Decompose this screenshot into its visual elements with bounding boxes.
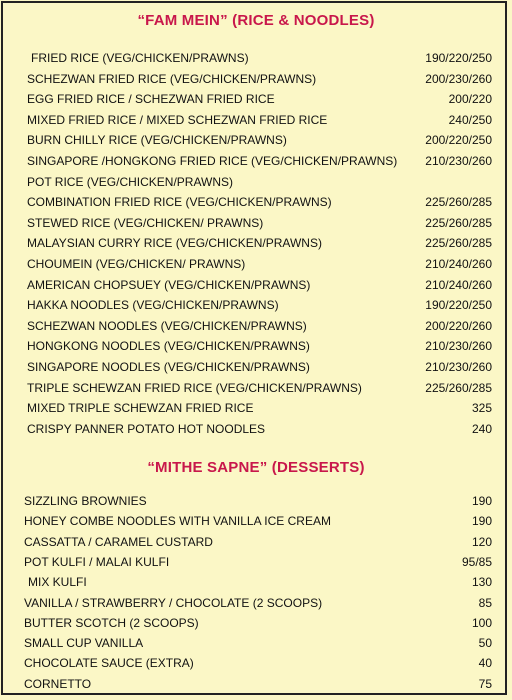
menu-item-price: 225/260/285 bbox=[425, 215, 492, 230]
menu-item-price: 225/260/285 bbox=[425, 236, 492, 251]
menu-item-name: SIZZLING BROWNIES bbox=[24, 494, 147, 508]
menu-item-price: 210/230/260 bbox=[425, 360, 492, 374]
menu-item-name: BURN CHILLY RICE (VEG/CHICKEN/PRAWNS) bbox=[27, 133, 287, 148]
menu-item bbox=[0, 254, 512, 274]
menu-item-price: 210/240/260 bbox=[425, 257, 492, 271]
menu-item bbox=[0, 316, 512, 336]
menu-item bbox=[0, 151, 512, 171]
menu-item bbox=[0, 130, 512, 150]
menu-item-name: CHOCOLATE SAUCE (EXTRA) bbox=[24, 656, 194, 671]
menu-item-name: HAKKA NOODLES (VEG/CHICKEN/PRAWNS) bbox=[27, 298, 279, 313]
menu-item-price: 190/220/250 bbox=[425, 51, 492, 65]
menu-item-price: 190 bbox=[471, 514, 492, 529]
menu-item-price: 240/250 bbox=[448, 112, 492, 127]
menu-item bbox=[0, 69, 512, 89]
menu-item-price: 200/220/260 bbox=[425, 318, 492, 333]
menu-item-name: VANILLA / STRAWBERRY / CHOCOLATE (2 SCOOPS) bbox=[24, 595, 323, 610]
menu-item bbox=[0, 213, 512, 233]
menu-item-name: CRISPY PANNER POTATO HOT NOODLES bbox=[27, 421, 266, 436]
menu-item bbox=[0, 653, 512, 673]
menu-item bbox=[0, 192, 512, 212]
menu-item-price: 85 bbox=[478, 595, 492, 610]
menu-item bbox=[0, 593, 512, 613]
menu-item bbox=[0, 295, 512, 315]
menu-item-price: 120 bbox=[471, 534, 492, 549]
section-title-rice-noodles: “FAM MEIN” (RICE & NOODLES) bbox=[137, 12, 375, 29]
menu-item-name: HONGKONG NOODLES (VEG/CHICKEN/PRAWNS) bbox=[27, 339, 310, 354]
menu-item-name: SINGAPORE NOODLES (VEG/CHICKEN/PRAWNS) bbox=[27, 360, 310, 374]
menu-item-name: STEWED RICE (VEG/CHICKEN/ PRAWNS) bbox=[27, 215, 264, 230]
menu-item-price: 130 bbox=[471, 575, 492, 590]
menu-item bbox=[0, 633, 512, 653]
menu-item-name: SCHEZWAN NOODLES (VEG/CHICKEN/PRAWNS) bbox=[27, 318, 307, 333]
menu-item-name: POT RICE (VEG/CHICKEN/PRAWNS) bbox=[27, 174, 234, 189]
menu-item-name: MIXED FRIED RICE / MIXED SCHEZWAN FRIED RICE bbox=[27, 112, 328, 127]
menu-item bbox=[0, 336, 512, 356]
menu-item bbox=[0, 378, 512, 398]
menu-item-name: FRIED RICE (VEG/CHICKEN/PRAWNS) bbox=[31, 51, 249, 65]
menu-item-price: 210/230/260 bbox=[425, 154, 492, 168]
menu-item-name: SMALL CUP VANILLA bbox=[24, 636, 144, 651]
menu-item bbox=[0, 511, 512, 531]
menu-item-name: MALAYSIAN CURRY RICE (VEG/CHICKEN/PRAWNS) bbox=[27, 236, 322, 251]
menu-item bbox=[0, 172, 512, 192]
menu-item-price: 40 bbox=[478, 656, 492, 671]
menu-item-price: 50 bbox=[478, 636, 492, 651]
menu-item bbox=[0, 674, 512, 694]
menu-item-name: CASSATTA / CARAMEL CUSTARD bbox=[24, 534, 213, 549]
menu-item-price: 200/230/260 bbox=[425, 71, 492, 86]
menu-item bbox=[0, 491, 512, 511]
menu-item bbox=[0, 532, 512, 552]
menu-item-price: 190 bbox=[471, 494, 492, 508]
menu-item-name: COMBINATION FRIED RICE (VEG/CHICKEN/PRAWNS) bbox=[27, 195, 332, 210]
menu-item bbox=[0, 398, 512, 418]
menu-item-price: 190/220/250 bbox=[425, 298, 492, 313]
menu-item-name: SCHEZWAN FRIED RICE (VEG/CHICKEN/PRAWNS) bbox=[27, 71, 317, 86]
menu-item-price: 200/220 bbox=[448, 92, 492, 107]
menu-item-name: SINGAPORE /HONGKONG FRIED RICE (VEG/CHICKEN/PRAWNS) bbox=[27, 154, 398, 168]
menu-item-name: MIXED TRIPLE SCHEWZAN FRIED RICE bbox=[27, 401, 254, 416]
menu-item-name: CHOUMEIN (VEG/CHICKEN/ PRAWNS) bbox=[27, 257, 246, 271]
menu-item bbox=[0, 48, 512, 68]
menu-item bbox=[0, 357, 512, 377]
menu-item-price: 210/240/260 bbox=[425, 277, 492, 292]
menu-item-name: HONEY COMBE NOODLES WITH VANILLA ICE CREAM bbox=[24, 514, 331, 529]
menu-item-name: POT KULFI / MALAI KULFI bbox=[24, 554, 170, 569]
menu-item-name: TRIPLE SCHEWZAN FRIED RICE (VEG/CHICKEN/PRAWNS) bbox=[27, 380, 362, 395]
menu-item-price: 225/260/285 bbox=[425, 380, 492, 395]
menu-item-price: 95/85 bbox=[461, 554, 492, 569]
menu-item bbox=[0, 572, 512, 592]
menu-item-name: AMERICAN CHOPSUEY (VEG/CHICKEN/PRAWNS) bbox=[27, 277, 311, 292]
menu-item-price: 240 bbox=[471, 421, 492, 436]
menu-item bbox=[0, 613, 512, 633]
menu-item bbox=[0, 275, 512, 295]
menu-item bbox=[0, 233, 512, 253]
menu-item-price: 225/260/285 bbox=[425, 195, 492, 210]
menu-item-price: 200/220/250 bbox=[425, 133, 492, 148]
menu-item bbox=[0, 552, 512, 572]
menu-item-name: EGG FRIED RICE / SCHEZWAN FRIED RICE bbox=[27, 92, 275, 107]
menu-item-price: 325 bbox=[471, 401, 492, 416]
menu-item-price: 75 bbox=[478, 676, 492, 691]
menu-item-name: CORNETTO bbox=[24, 676, 92, 691]
section-title-desserts: “MITHE SAPNE” (DESSERTS) bbox=[147, 459, 365, 476]
menu-item bbox=[0, 419, 512, 439]
menu-item-name: MIX KULFI bbox=[28, 575, 87, 590]
menu-item-price: 210/230/260 bbox=[425, 339, 492, 354]
menu-item-price: 100 bbox=[471, 615, 492, 630]
menu-item-name: BUTTER SCOTCH (2 SCOOPS) bbox=[24, 615, 199, 630]
menu-item bbox=[0, 110, 512, 130]
menu-item bbox=[0, 89, 512, 109]
